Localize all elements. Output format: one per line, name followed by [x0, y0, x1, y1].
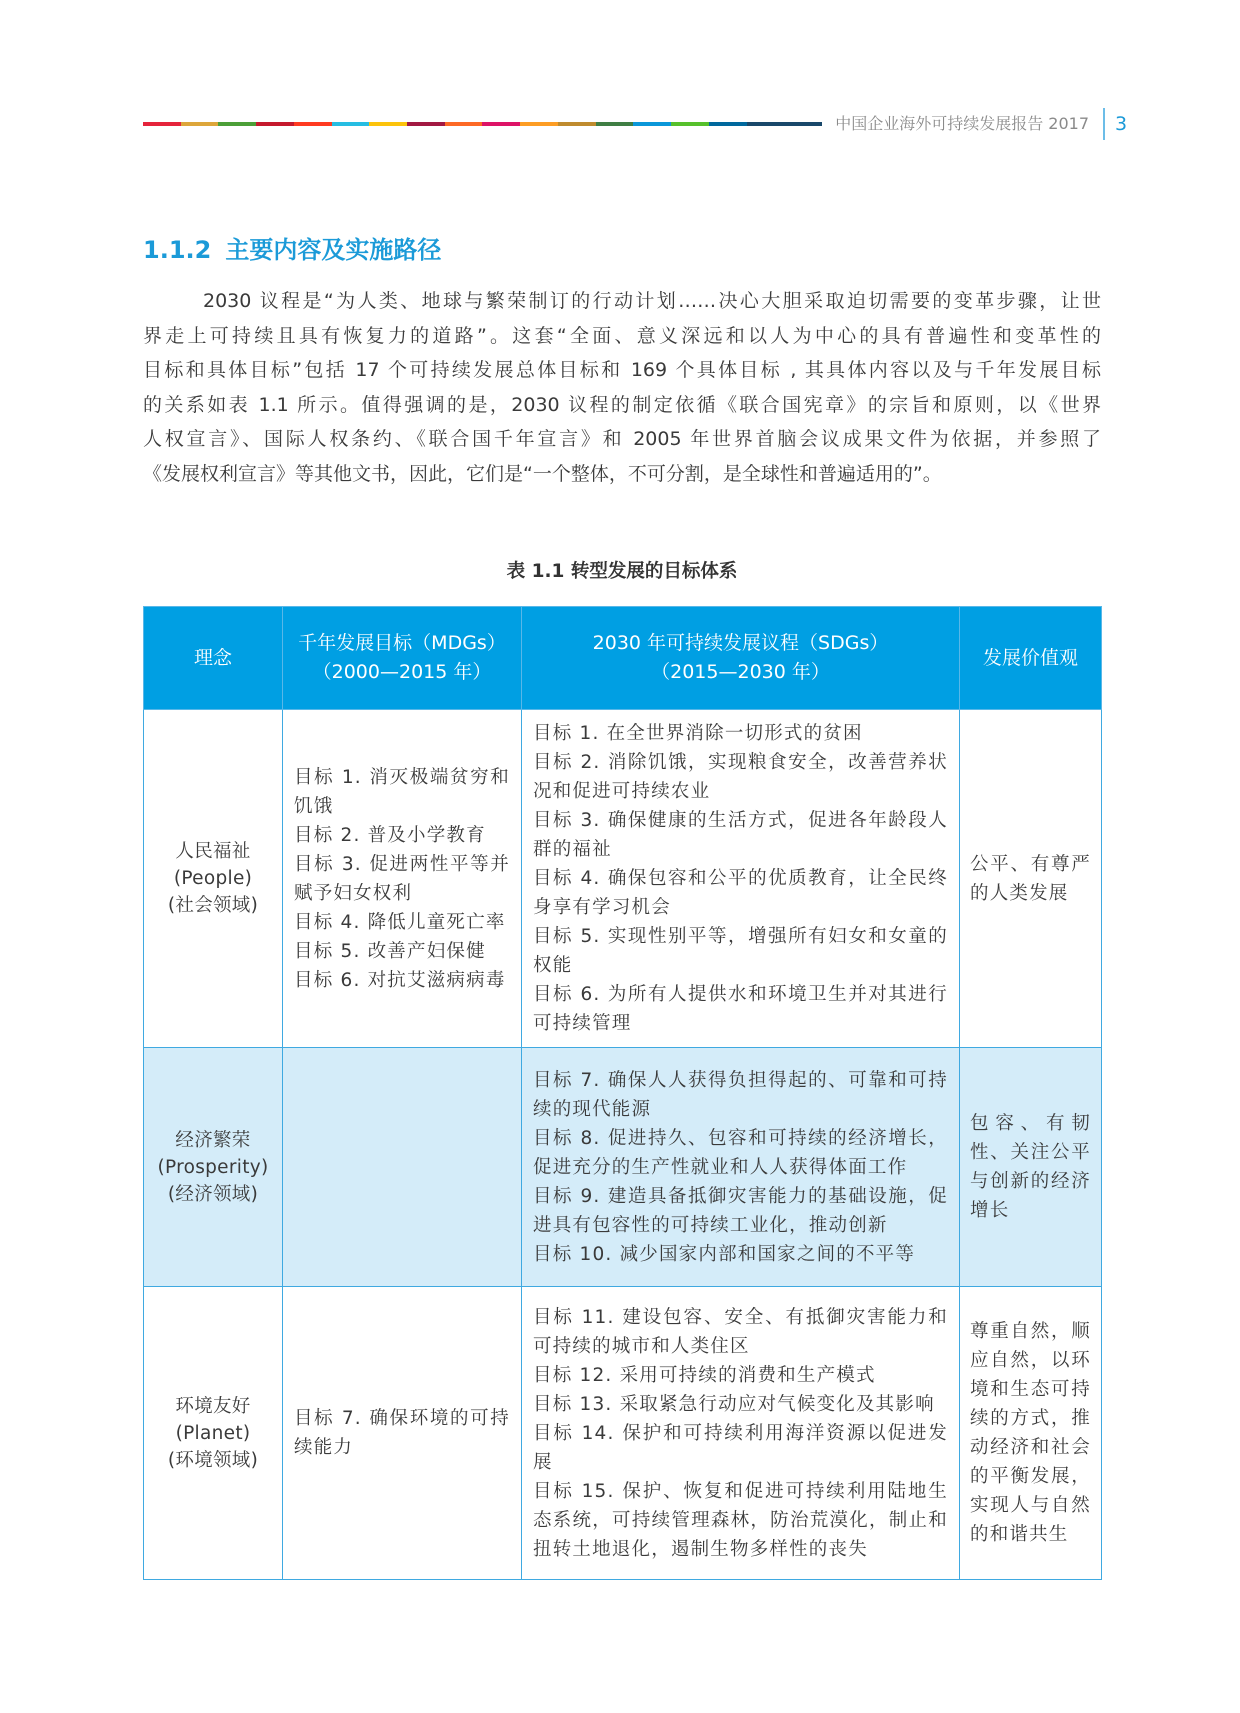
values-cell: [960, 710, 1102, 1048]
body-line: 人权宣言》、国际人权条约、《联合国千年宣言》和 2005 年世界首脑会议成果文件为依据，并参照了: [143, 428, 1101, 451]
goals-table: [143, 606, 1102, 1580]
mdg-goal: 目标 6. 对抗艾滋病病毒: [294, 969, 506, 991]
sdg-color-segment: [294, 122, 332, 126]
sdg-color-segment: [181, 122, 219, 126]
sdg-goal: 目标 3. 确保健康的生活方式，促进各年龄段人群的福祉: [533, 810, 948, 860]
mdgs-cell-empty: [283, 1048, 522, 1287]
sdg-goal: 目标 13. 采取紧急行动应对气候变化及其影响: [533, 1393, 935, 1415]
mdg-goal: 目标 1. 消灭极端贫穷和饥饿: [294, 766, 510, 817]
header-sdgs-label: 2030 年可持续发展议程（SDGs）: [592, 632, 889, 654]
body-line: 2030 议程是“为人类、地球与繁荣制订的行动计划……决心大胆采取迫切需要的变革步骤，让世: [203, 290, 1101, 312]
table-header-row: [144, 607, 1102, 710]
sdg-goal: 目标 4. 确保包容和公平的优质教育，让全民终身享有学习机会: [533, 868, 948, 918]
sdg-goal: 目标 11. 建设包容、安全、有抵御灾害能力和可持续的城市和人类住区: [533, 1306, 948, 1357]
concept-domain: (经济领域): [167, 1183, 259, 1205]
sdg-color-segment: [218, 122, 256, 126]
sdg-color-segment: [709, 122, 747, 126]
mdg-goal: 目标 5. 改善产妇保健: [294, 940, 486, 962]
mdgs-cell: [283, 710, 522, 1048]
development-value: 公平、有尊严的人类发展: [970, 853, 1091, 904]
mdg-goal: 目标 7. 确保环境的可持续能力: [294, 1408, 510, 1458]
sdg-color-segment: [520, 122, 558, 126]
sdg-color-segment: [256, 122, 294, 126]
sdg-color-segment: [633, 122, 671, 126]
header-divider: [1103, 108, 1105, 140]
section-heading: [143, 234, 441, 266]
body-line: 目标和具体目标”包括 17 个可持续发展总体目标和 169 个具体目标 , 其具体内容以及与千年发展目标: [143, 359, 1101, 382]
page-number: 3: [1115, 113, 1128, 135]
sdg-goal: 目标 7. 确保人人获得负担得起的、可靠和可持续的现代能源: [533, 1069, 948, 1120]
sdg-color-segment: [407, 122, 445, 126]
sdg-color-segment: [369, 122, 407, 126]
concept-english: (People): [173, 868, 253, 889]
body-line: 的关系如表 1.1 所示。值得强调的是，2030 议程的制定依循《联合国宪章》的宗旨和原则，以《世界: [143, 393, 1101, 416]
sdg-color-segment: [445, 122, 483, 126]
section-title: 主要内容及实施路径: [225, 236, 442, 264]
sdgs-cell: [522, 1287, 960, 1580]
sdg-goal: 目标 6. 为所有人提供水和环境卫生并对其进行可持续管理: [533, 984, 948, 1034]
sdgs-cell: [522, 710, 960, 1048]
sdgs-cell: [522, 1048, 960, 1287]
mdg-goal: 目标 2. 普及小学教育: [294, 824, 486, 846]
concept-english: (Prosperity): [157, 1156, 269, 1178]
sdg-goal: 目标 12. 采用可持续的消费和生产模式: [533, 1364, 876, 1386]
section-number: 1.1.2: [143, 236, 212, 264]
mdgs-cell: [283, 1287, 522, 1580]
concept-domain: (社会领域): [167, 895, 259, 916]
development-value: 包容、有韧性、关注公平与创新的经济增长: [970, 1113, 1091, 1221]
sdg-color-bar: [143, 122, 822, 126]
sdg-color-segment: [596, 122, 634, 126]
header-mdgs-label: 千年发展目标（MDGs）: [298, 632, 506, 654]
body-line: 界走上可持续且具有恢复力的道路”。这套“全面、意义深远和以人为中心的具有普遍性和变革性的: [143, 324, 1101, 347]
body-line: 《发展权利宣言》等其他文书，因此，它们是“一个整体，不可分割，是全球性和普遍适用的”。: [143, 462, 942, 485]
concept-name: 环境友好: [175, 1395, 251, 1417]
concept-cell: [144, 1048, 283, 1287]
sdg-color-segment: [482, 122, 520, 126]
running-title: 中国企业海外可持续发展报告 2017: [835, 114, 1089, 133]
header-values-label: 发展价值观: [982, 646, 1078, 669]
sdg-goal: 目标 1. 在全世界消除一切形式的贫困: [533, 723, 863, 744]
header-values: [960, 607, 1102, 710]
table-row: [144, 1287, 1102, 1580]
concept-domain: (环境领域): [167, 1449, 259, 1471]
sdg-goal: 目标 9. 建造具备抵御灾害能力的基础设施，促进具有包容性的可持续工业化，推动创新: [533, 1185, 948, 1236]
body-paragraph: [143, 284, 1101, 492]
values-cell: [960, 1287, 1102, 1580]
table-row: [144, 710, 1102, 1048]
concept-name: 人民福祉: [175, 841, 251, 862]
table-caption: 表 1.1 转型发展的目标体系: [506, 561, 738, 582]
table-row: [144, 1048, 1102, 1287]
concept-english: (Planet): [175, 1422, 251, 1444]
sdg-color-segment: [671, 122, 709, 126]
concept-cell: [144, 710, 283, 1048]
header-sdgs: [522, 607, 960, 710]
mdg-goal: 目标 4. 降低儿童死亡率: [294, 911, 506, 933]
sdg-color-segment: [143, 122, 181, 126]
sdg-goal: 目标 2. 消除饥饿，实现粮食安全，改善营养状况和促进可持续农业: [533, 752, 948, 802]
sdg-goal: 目标 14. 保护和可持续利用海洋资源以促进发展: [533, 1422, 948, 1473]
header-mdgs: [283, 607, 522, 710]
header-mdgs-period: （2000—2015 年）: [312, 661, 492, 683]
sdg-goal: 目标 5. 实现性别平等，增强所有妇女和女童的权能: [533, 926, 948, 976]
concept-name: 经济繁荣: [175, 1129, 251, 1151]
header-concept: [144, 607, 283, 710]
sdg-color-segment: [747, 122, 822, 126]
header-concept-label: 理念: [193, 646, 232, 669]
sdg-goal: 目标 10. 减少国家内部和国家之间的不平等: [533, 1243, 916, 1265]
development-value: 尊重自然，顺应自然，以环境和生态可持续的方式，推动经济和社会的平衡发展，实现人与自然的和谐共生: [970, 1321, 1091, 1545]
sdg-color-segment: [558, 122, 596, 126]
sdg-color-segment: [332, 122, 370, 126]
sdg-goal: 目标 15. 保护、恢复和促进可持续利用陆地生态系统，可持续管理森林，防治荒漠化，制止和扭转土地退化，遏制生物多样性的丧失: [533, 1480, 948, 1560]
sdg-goal: 目标 8. 促进持久、包容和可持续的经济增长，促进充分的生产性就业和人人获得体面工作: [533, 1127, 948, 1178]
concept-cell: [144, 1287, 283, 1580]
header-sdgs-period: （2015—2030 年）: [651, 661, 830, 683]
mdg-goal: 目标 3. 促进两性平等并赋予妇女权利: [294, 853, 510, 904]
values-cell: [960, 1048, 1102, 1287]
